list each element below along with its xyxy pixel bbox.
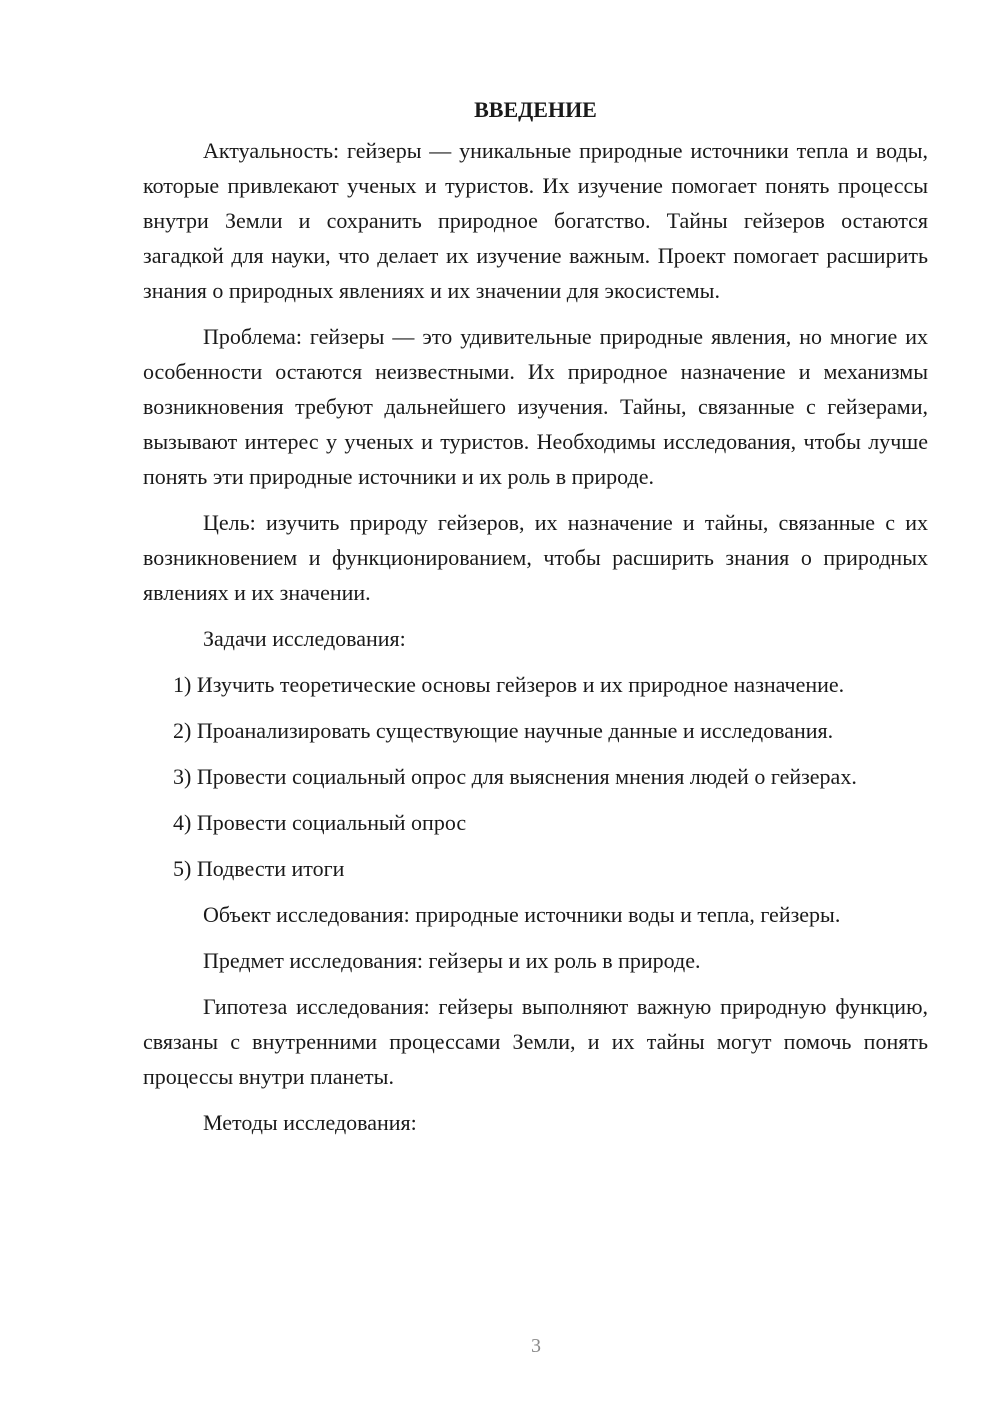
paragraph-hypothesis: Гипотеза исследования: гейзеры выполняют важную природную функцию, связаны с внутренними процессами Земли, и их тайны могут помочь понять процессы внутри планеты.: [143, 994, 928, 1089]
task-item: 5) Подвести итоги: [173, 856, 345, 881]
paragraph-goal: Цель: изучить природу гейзеров, их назначение и тайны, связанные с их возникновением и функционированием, чтобы расширить знания о природных явлениях и их значении.: [143, 510, 928, 605]
section-title: ВВЕДЕНИЕ: [474, 97, 597, 122]
page-number: 3: [531, 1335, 541, 1357]
task-item: 1) Изучить теоретические основы гейзеров и их природное назначение.: [173, 672, 845, 697]
tasks-list: [143, 667, 928, 886]
document-page: [143, 92, 928, 1151]
paragraph-relevance: Актуальность: гейзеры — уникальные природные источники тепла и воды, которые привлекают ученых и туристов. Их изучение помогает понять процессы внутри Земли и сохранить природное богатство. Тайны гейзеров остаются загадкой для науки, что делает их изучение важным. Проект помогает расширить знания о природных явлениях и их значении для экосистемы.: [143, 138, 928, 303]
task-item: 2) Проанализировать существующие научные данные и исследования.: [173, 718, 834, 743]
paragraph-subject: Предмет исследования: гейзеры и их роль в природе.: [203, 948, 701, 973]
tasks-heading: Задачи исследования:: [203, 626, 406, 651]
task-item: 4) Провести социальный опрос: [173, 810, 467, 835]
paragraph-object: Объект исследования: природные источники воды и тепла, гейзеры.: [203, 902, 841, 927]
paragraph-methods: Методы исследования:: [203, 1110, 417, 1135]
paragraph-problem: Проблема: гейзеры — это удивительные природные явления, но многие их особенности остаются неизвестными. Их природное назначение и механизмы возникновения требуют дальнейшего изучения. Тайны, связанные с гейзерами, вызывают интерес у ученых и туристов. Необходимы исследования, чтобы лучше понять эти природные источники и их роль в природе.: [143, 324, 928, 489]
task-item: 3) Провести социальный опрос для выяснения мнения людей о гейзерах.: [173, 764, 857, 789]
